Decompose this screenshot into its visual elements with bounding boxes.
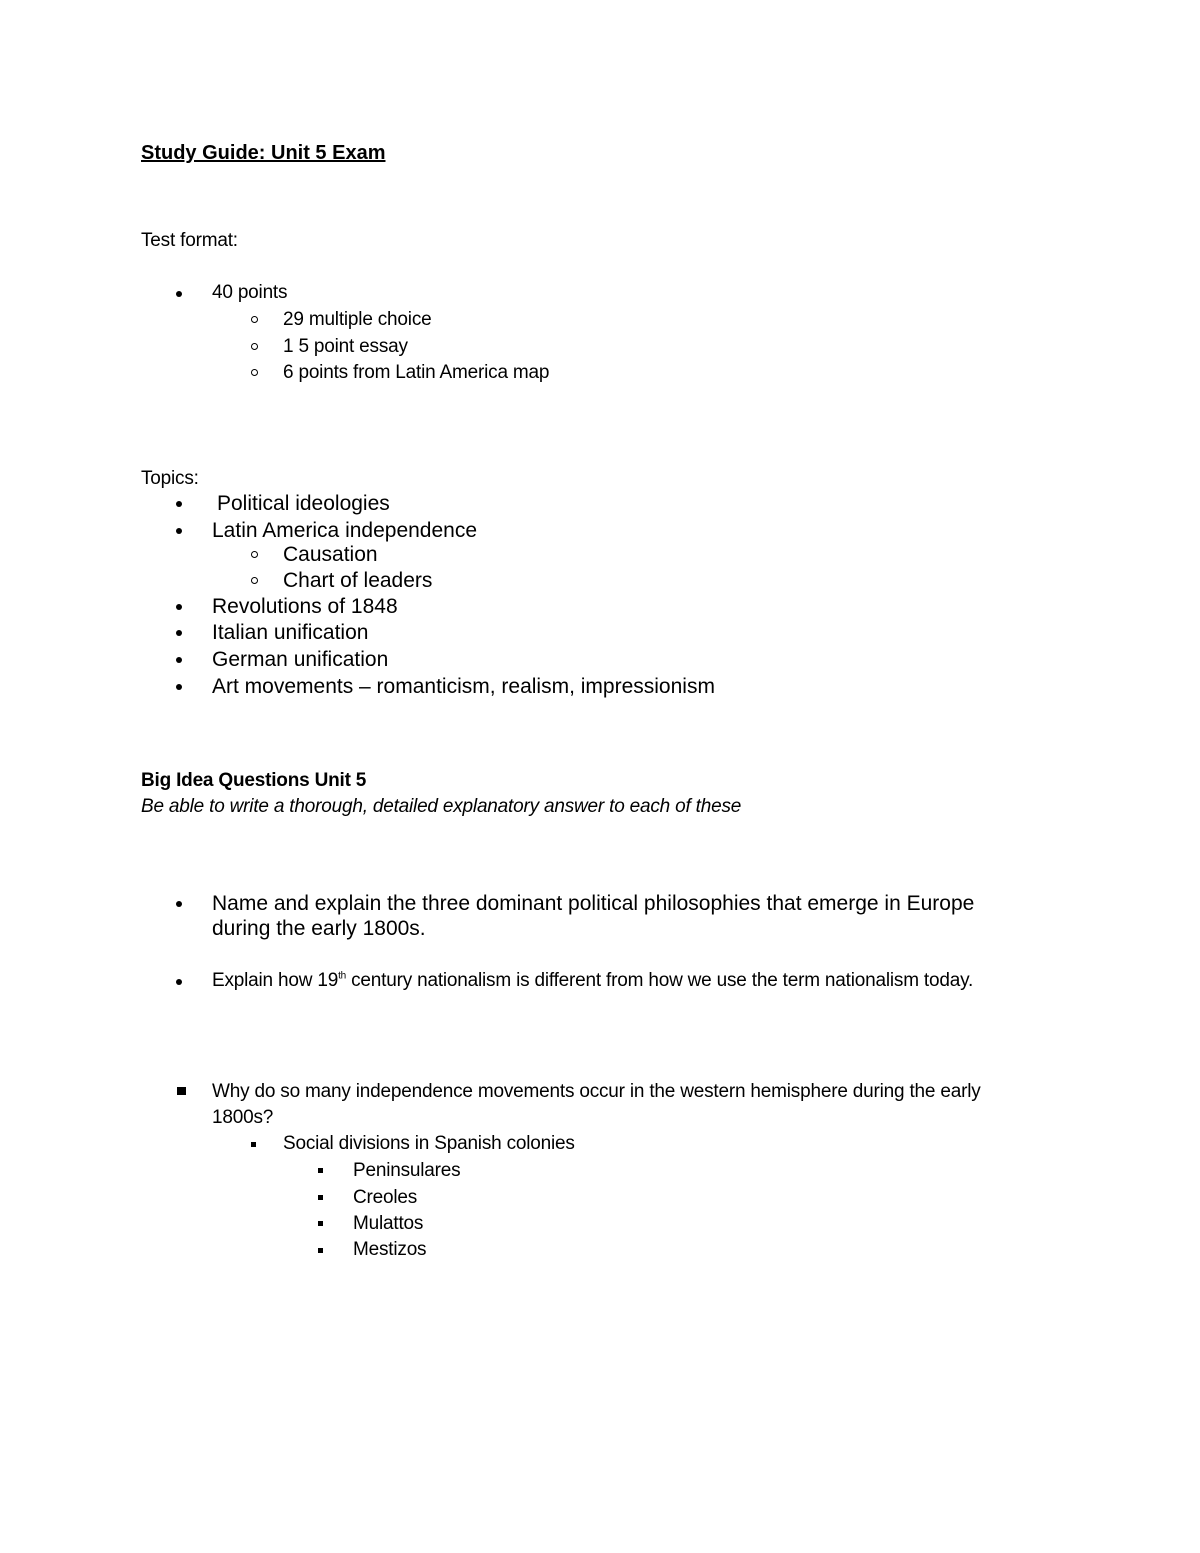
square-bullet-icon <box>318 1195 323 1200</box>
big-idea-heading: Big Idea Questions Unit 5 <box>141 770 367 791</box>
question-1-line-1: Name and explain the three dominant political philosophies that emerge in Europe <box>212 892 975 915</box>
sub-bullet-icon <box>251 316 258 323</box>
bullet-icon <box>176 528 182 534</box>
square-bullet-icon <box>318 1168 323 1173</box>
sub-bullet-icon <box>251 369 258 376</box>
question-2-post: century nationalism is different from how we use the term nationalism today. <box>346 970 974 991</box>
question-2-sup: th <box>338 970 347 982</box>
question-2 <box>212 970 973 992</box>
sub-bullet-icon <box>251 577 258 584</box>
class-creoles: Creoles <box>353 1187 418 1208</box>
topic-german-unification: German unification <box>212 648 389 671</box>
question-2-pre: Explain how 19 <box>212 970 339 991</box>
page-title: Study Guide: Unit 5 Exam <box>141 142 386 164</box>
big-idea-subheading: Be able to write a thorough, detailed explanatory answer to each of these <box>141 796 742 817</box>
topic-italian-unification: Italian unification <box>212 621 369 644</box>
square-bullet-icon <box>177 1087 186 1095</box>
topic-art-movements: Art movements – romanticism, realism, impressionism <box>212 675 715 698</box>
topic-causation: Causation <box>283 543 378 566</box>
bullet-icon <box>176 501 182 507</box>
question-3-sub: Social divisions in Spanish colonies <box>283 1133 575 1154</box>
question-1-line-2: during the early 1800s. <box>212 917 426 940</box>
topic-political-ideologies: Political ideologies <box>217 492 390 515</box>
bullet-icon <box>176 604 182 610</box>
topics-label: Topics: <box>141 468 199 489</box>
class-peninsulares: Peninsulares <box>353 1160 461 1181</box>
question-3-line-1: Why do so many independence movements occur in the western hemisphere during the early <box>212 1081 981 1102</box>
square-bullet-icon <box>318 1248 323 1253</box>
square-bullet-icon <box>318 1221 323 1226</box>
bullet-icon <box>176 291 182 297</box>
bullet-icon <box>176 657 182 663</box>
topic-latin-america: Latin America independence <box>212 519 478 542</box>
bullet-icon <box>176 684 182 690</box>
format-item-essay: 1 5 point essay <box>283 336 408 357</box>
square-bullet-icon <box>251 1142 256 1147</box>
format-item-multiple-choice: 29 multiple choice <box>283 309 432 330</box>
bullet-icon <box>176 901 182 907</box>
bullet-icon <box>176 979 182 985</box>
class-mestizos: Mestizos <box>353 1239 427 1260</box>
bullet-icon <box>176 630 182 636</box>
question-3-line-2: 1800s? <box>212 1107 274 1128</box>
sub-bullet-icon <box>251 343 258 350</box>
topic-revolutions-1848: Revolutions of 1848 <box>212 595 398 618</box>
format-item-map: 6 points from Latin America map <box>283 362 550 383</box>
points-total: 40 points <box>212 282 288 303</box>
class-mulattos: Mulattos <box>353 1213 424 1234</box>
topic-chart-of-leaders: Chart of leaders <box>283 569 433 592</box>
sub-bullet-icon <box>251 551 258 558</box>
test-format-label: Test format: <box>141 230 238 251</box>
